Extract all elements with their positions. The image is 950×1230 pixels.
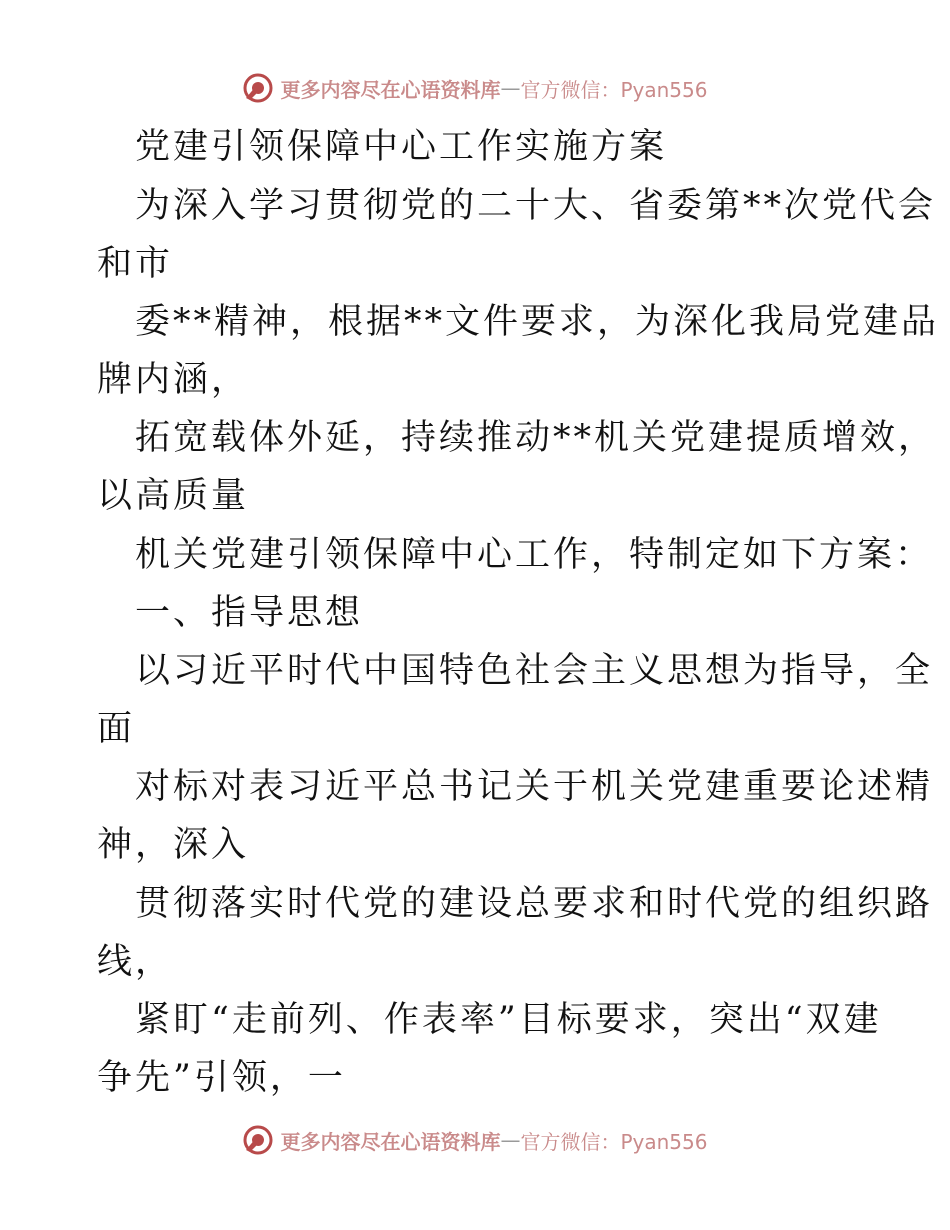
paragraph-line: 以习近平时代中国特色社会主义思想为指导，全 [135, 651, 934, 691]
document-title: 党建引领保障中心工作实施方案 [135, 127, 668, 167]
watermark-main-text: 更多内容尽在心语资料库 [280, 77, 501, 102]
paragraph-line: 委**精神，根据**文件要求，为深化我局党建品 [135, 302, 940, 342]
logo-icon [242, 72, 274, 104]
paragraph-line: 对标对表习近平总书记关于机关党建重要论述精 [135, 767, 934, 807]
paragraph-line: 牌内涵， [97, 360, 250, 400]
paragraph-line: 紧盯“走前列、作表率”目标要求，突出“双建 [135, 1000, 882, 1040]
paragraph-line: 面 [97, 709, 136, 749]
logo-icon [242, 1124, 274, 1156]
watermark-handle: 官方微信：Pyan556 [520, 77, 708, 102]
watermark-banner-bottom [0, 1124, 950, 1156]
paragraph-line: 争先”引领，一 [97, 1058, 346, 1098]
paragraph-line: 和市 [97, 244, 174, 284]
paragraph-line: 为深入学习贯彻党的二十大、省委第**次党代会 [135, 186, 937, 226]
watermark-separator: — [500, 1128, 521, 1152]
paragraph-line: 神，深入 [97, 825, 250, 865]
section-heading: 一、指导思想 [135, 593, 364, 633]
paragraph-line: 以高质量 [97, 476, 250, 516]
watermark-banner-top [0, 72, 950, 104]
paragraph-line: 机关党建引领保障中心工作，特制定如下方案： [135, 535, 934, 575]
paragraph-line: 拓宽载体外延，持续推动**机关党建提质增效， [135, 418, 937, 458]
paragraph-line: 线， [97, 942, 174, 982]
watermark-handle: 官方微信：Pyan556 [520, 1129, 708, 1154]
paragraph-line: 贯彻落实时代党的建设总要求和时代党的组织路 [135, 884, 934, 924]
watermark-separator: — [500, 76, 521, 100]
watermark-main-text: 更多内容尽在心语资料库 [280, 1129, 501, 1154]
